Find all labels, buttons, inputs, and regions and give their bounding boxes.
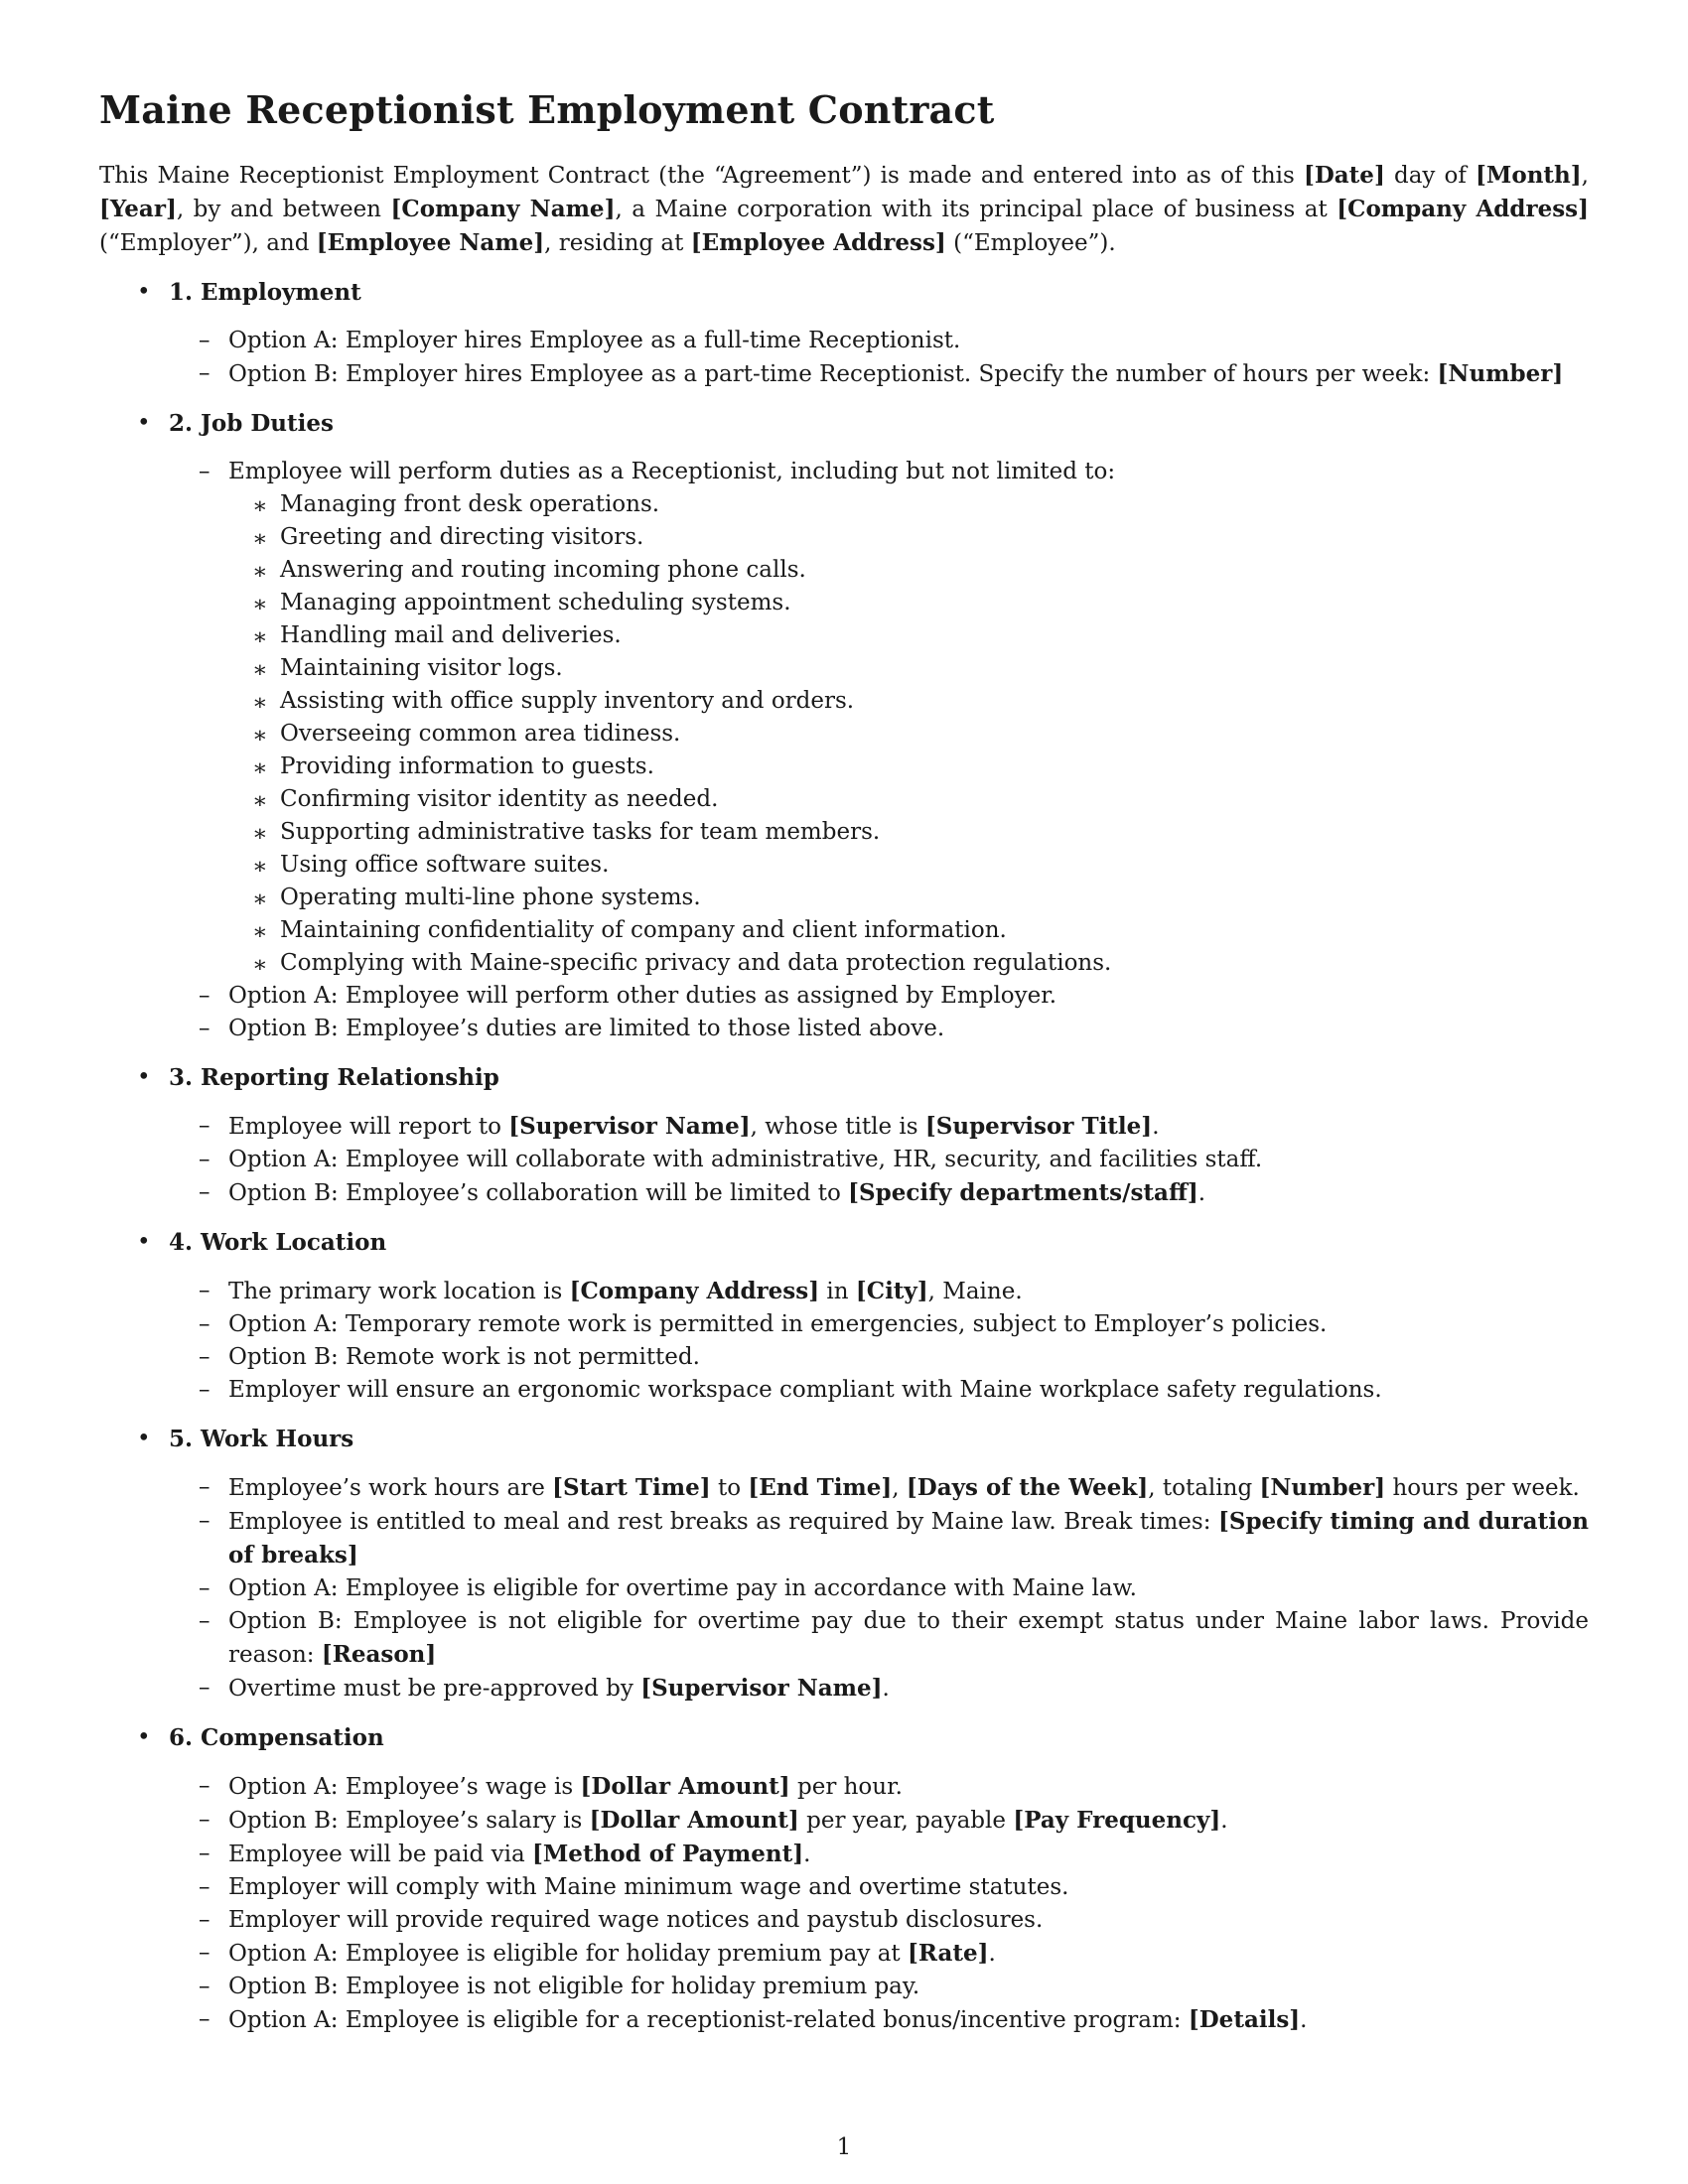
section-items xyxy=(169,1275,1589,1407)
dash-icon: – xyxy=(199,1277,211,1303)
sub-list-text: Answering and routing incoming phone calls. xyxy=(280,556,806,583)
page-number: 1 xyxy=(836,2134,852,2160)
asterisk-icon: ∗ xyxy=(252,886,268,912)
dash-icon: – xyxy=(199,1840,211,1866)
dash-icon: – xyxy=(199,1873,211,1900)
placeholder-field: [Days of the Week] xyxy=(906,1473,1149,1501)
sub-list-item xyxy=(228,718,1589,751)
section-title: 5. Work Hours xyxy=(169,1425,354,1452)
sub-list-text: Complying with Maine-specific privacy and data protection regulations. xyxy=(280,949,1112,976)
sections-list xyxy=(99,276,1589,2037)
sub-list-text: Supporting administrative tasks for team members. xyxy=(280,818,881,845)
dash-icon: – xyxy=(199,982,211,1009)
sub-list-item xyxy=(228,783,1589,816)
placeholder-field: [Employee Name] xyxy=(316,228,545,256)
sub-list-item xyxy=(228,554,1589,587)
bullet-icon: • xyxy=(137,1228,151,1255)
list-item xyxy=(169,1971,1589,2003)
list-item xyxy=(169,1838,1589,1871)
text-run: Employer will ensure an ergonomic workspace compliant with Maine workplace safety regulations. xyxy=(228,1376,1382,1403)
sub-list-text: Managing appointment scheduling systems. xyxy=(280,589,791,615)
text-run: Option A: Employee’s wage is xyxy=(228,1773,581,1800)
sub-list-text: Managing front desk operations. xyxy=(280,490,660,517)
sub-list-item xyxy=(228,849,1589,882)
placeholder-field: [Number] xyxy=(1259,1473,1386,1501)
sub-list-item xyxy=(228,685,1589,718)
text-run: Option A: Employee will collaborate with administrative, HR, security, and facilities staff. xyxy=(228,1146,1263,1172)
placeholder-field: [Reason] xyxy=(321,1640,437,1668)
list-item xyxy=(169,1308,1589,1341)
dash-icon: – xyxy=(199,458,211,484)
placeholder-field: [Dollar Amount] xyxy=(580,1772,790,1800)
sub-list-text: Maintaining confidentiality of company and client information. xyxy=(280,916,1007,943)
asterisk-icon: ∗ xyxy=(252,558,268,585)
list-item xyxy=(169,1937,1589,1971)
placeholder-field: [Number] xyxy=(1437,359,1564,387)
text-run: Employee’s work hours are xyxy=(228,1474,553,1501)
text-run: . xyxy=(803,1841,811,1867)
sub-list-text: Handling mail and deliveries. xyxy=(280,621,622,648)
placeholder-field: [Company Name] xyxy=(390,195,616,222)
list-item xyxy=(169,980,1589,1013)
asterisk-icon: ∗ xyxy=(252,722,268,749)
text-run: Option B: Employer hires Employee as a part-time Receptionist. Specify the number of hours per week: xyxy=(228,360,1438,387)
list-item xyxy=(169,2003,1589,2037)
text-run: Option A: Employee will perform other duties as assigned by Employer. xyxy=(228,982,1057,1009)
intro-paragraph xyxy=(99,159,1589,260)
list-item xyxy=(169,1275,1589,1308)
text-run: Employee will be paid via xyxy=(228,1841,532,1867)
text-run: , xyxy=(1581,162,1589,189)
sub-list-text: Greeting and directing visitors. xyxy=(280,523,644,550)
section xyxy=(99,276,1589,391)
placeholder-field: [Specify departments/staff] xyxy=(848,1178,1198,1206)
text-run: , whose title is xyxy=(750,1113,925,1140)
dash-icon: – xyxy=(199,1376,211,1403)
sub-list-text: Confirming visitor identity as needed. xyxy=(280,785,719,812)
list-item xyxy=(169,357,1589,391)
text-run: . xyxy=(988,1940,996,1967)
list-item xyxy=(169,1770,1589,1804)
text-run: Option B: Remote work is not permitted. xyxy=(228,1343,700,1370)
asterisk-icon: ∗ xyxy=(252,492,268,519)
list-item xyxy=(169,1374,1589,1407)
list-item xyxy=(169,1110,1589,1144)
sub-list-text: Assisting with office supply inventory and orders. xyxy=(280,687,855,714)
asterisk-icon: ∗ xyxy=(252,853,268,880)
section-items xyxy=(169,325,1589,391)
sub-list-item xyxy=(228,882,1589,914)
section-items xyxy=(169,1770,1589,2037)
placeholder-field: [City] xyxy=(855,1277,928,1304)
sub-list-text: Overseeing common area tidiness. xyxy=(280,720,681,747)
section xyxy=(99,1721,1589,2037)
asterisk-icon: ∗ xyxy=(252,656,268,683)
placeholder-field: [Method of Payment] xyxy=(531,1840,804,1867)
text-run: , xyxy=(892,1474,907,1501)
list-item xyxy=(169,1013,1589,1045)
placeholder-field: [End Time] xyxy=(748,1473,893,1501)
placeholder-field: [Dollar Amount] xyxy=(589,1806,799,1834)
text-run: , residing at xyxy=(544,229,691,256)
dash-icon: – xyxy=(199,1674,211,1701)
asterisk-icon: ∗ xyxy=(252,689,268,716)
sub-list-text: Using office software suites. xyxy=(280,851,610,878)
text-run: to xyxy=(710,1474,749,1501)
section xyxy=(99,1061,1589,1210)
sub-list-item xyxy=(228,914,1589,947)
asterisk-icon: ∗ xyxy=(252,754,268,781)
sub-list-text: Maintaining visitor logs. xyxy=(280,654,563,681)
text-run: hours per week. xyxy=(1385,1474,1580,1501)
bullet-icon: • xyxy=(137,409,151,436)
placeholder-field: [Supervisor Name] xyxy=(640,1674,883,1702)
text-run: Option B: Employee is not eligible for holiday premium pay. xyxy=(228,1973,920,1999)
section xyxy=(99,1226,1589,1407)
placeholder-field: [Start Time] xyxy=(552,1473,711,1501)
bullet-icon: • xyxy=(137,1723,151,1750)
sub-list xyxy=(228,488,1589,980)
list-item xyxy=(169,1672,1589,1706)
sub-list-item xyxy=(228,619,1589,652)
dash-icon: – xyxy=(199,1806,211,1833)
dash-icon: – xyxy=(199,1146,211,1172)
asterisk-icon: ∗ xyxy=(252,918,268,945)
section xyxy=(99,1423,1589,1706)
text-run: (“Employer”), and xyxy=(99,229,317,256)
bullet-icon: • xyxy=(137,1425,151,1451)
text-run: Option B: Employee’s duties are limited to those listed above. xyxy=(228,1015,945,1041)
dash-icon: – xyxy=(199,1574,211,1601)
list-item xyxy=(169,1572,1589,1605)
sub-list-item xyxy=(228,488,1589,521)
list-item xyxy=(169,1144,1589,1176)
text-run: . xyxy=(882,1675,890,1702)
sub-list-item xyxy=(228,521,1589,554)
text-run: Employer will provide required wage notices and paystub disclosures. xyxy=(228,1906,1044,1933)
placeholder-field: [Pay Frequency] xyxy=(1013,1806,1221,1834)
text-run: (“Employee”). xyxy=(945,229,1116,256)
sub-list-item xyxy=(228,816,1589,849)
text-run: , totaling xyxy=(1148,1474,1260,1501)
text-run: Option B: Employee is not eligible for overtime pay due to their exempt status under Maine labor laws. Provide reason: xyxy=(228,1607,1589,1668)
placeholder-field: [Date] xyxy=(1303,161,1385,189)
text-run: This Maine Receptionist Employment Contract (the “Agreement”) is made and entered into as of this xyxy=(99,162,1304,189)
list-item xyxy=(169,1605,1589,1672)
sub-list-text: Providing information to guests. xyxy=(280,752,654,779)
text-run: . xyxy=(1220,1807,1228,1834)
text-run: . xyxy=(1152,1113,1160,1140)
asterisk-icon: ∗ xyxy=(252,623,268,650)
list-item xyxy=(169,325,1589,357)
document-page xyxy=(99,87,1589,2037)
asterisk-icon: ∗ xyxy=(252,591,268,617)
list-item xyxy=(169,1804,1589,1838)
asterisk-icon: ∗ xyxy=(252,820,268,847)
bullet-icon: • xyxy=(137,1063,151,1090)
dash-icon: – xyxy=(199,359,211,386)
section-title: 4. Work Location xyxy=(169,1228,387,1256)
list-item xyxy=(169,1904,1589,1937)
dash-icon: – xyxy=(199,1507,211,1534)
text-run: Option B: Employee’s collaboration will be limited to xyxy=(228,1179,849,1206)
list-item xyxy=(169,1471,1589,1505)
dash-icon: – xyxy=(199,1112,211,1139)
text-run: , a Maine corporation with its principal place of business at xyxy=(615,196,1337,222)
text-run: , Maine. xyxy=(927,1278,1023,1304)
placeholder-field: [Company Address] xyxy=(569,1277,820,1304)
text-run: in xyxy=(819,1278,856,1304)
section-items xyxy=(169,1471,1589,1706)
dash-icon: – xyxy=(199,1015,211,1041)
asterisk-icon: ∗ xyxy=(252,787,268,814)
document-title: Maine Receptionist Employment Contract xyxy=(99,87,995,132)
section-title: 6. Compensation xyxy=(169,1723,384,1751)
sub-list-item xyxy=(228,751,1589,783)
asterisk-icon: ∗ xyxy=(252,951,268,978)
sub-list-text: Operating multi-line phone systems. xyxy=(280,884,701,910)
text-run: Employer will comply with Maine minimum wage and overtime statutes. xyxy=(228,1873,1069,1900)
placeholder-field: [Year] xyxy=(99,195,177,222)
text-run: . xyxy=(1197,1179,1206,1206)
text-run: Option A: Temporary remote work is permitted in emergencies, subject to Employer’s policies. xyxy=(228,1310,1328,1337)
dash-icon: – xyxy=(199,327,211,353)
text-run: Overtime must be pre-approved by xyxy=(228,1675,641,1702)
dash-icon: – xyxy=(199,1973,211,1999)
section-items xyxy=(169,456,1589,1045)
placeholder-field: [Supervisor Title] xyxy=(924,1112,1153,1140)
section-title: 2. Job Duties xyxy=(169,409,334,437)
placeholder-field: [Employee Address] xyxy=(690,228,946,256)
list-item xyxy=(169,456,1589,980)
placeholder-field: [Month] xyxy=(1476,161,1582,189)
placeholder-field: [Rate] xyxy=(907,1939,989,1967)
dash-icon: – xyxy=(199,1607,211,1634)
list-item xyxy=(169,1341,1589,1374)
dash-icon: – xyxy=(199,2005,211,2032)
section-items xyxy=(169,1110,1589,1210)
text-run: Option A: Employee is eligible for holiday premium pay at xyxy=(228,1940,908,1967)
list-item xyxy=(169,1176,1589,1210)
dash-icon: – xyxy=(199,1939,211,1966)
text-run: Employee will perform duties as a Receptionist, including but not limited to: xyxy=(228,458,1116,484)
text-run: Option A: Employer hires Employee as a full-time Receptionist. xyxy=(228,327,961,353)
text-run: Option A: Employee is eligible for a receptionist-related bonus/incentive program: xyxy=(228,2006,1189,2033)
text-run: Employee is entitled to meal and rest breaks as required by Maine law. Break times: xyxy=(228,1508,1218,1535)
text-run: Option B: Employee’s salary is xyxy=(228,1807,590,1834)
list-item xyxy=(169,1505,1589,1572)
text-run: The primary work location is xyxy=(228,1278,570,1304)
placeholder-field: [Supervisor Name] xyxy=(508,1112,751,1140)
asterisk-icon: ∗ xyxy=(252,525,268,552)
section xyxy=(99,407,1589,1045)
dash-icon: – xyxy=(199,1343,211,1370)
section-title: 3. Reporting Relationship xyxy=(169,1063,499,1091)
text-run: Employee will report to xyxy=(228,1113,509,1140)
section-title: 1. Employment xyxy=(169,278,361,306)
text-run: per year, payable xyxy=(798,1807,1014,1834)
text-run: Option A: Employee is eligible for overtime pay in accordance with Maine law. xyxy=(228,1574,1137,1601)
text-run: day of xyxy=(1384,162,1477,189)
sub-list-item xyxy=(228,587,1589,619)
placeholder-field: [Company Address] xyxy=(1336,195,1589,222)
text-run: per hour. xyxy=(789,1773,903,1800)
placeholder-field: [Specify timing and duration of breaks] xyxy=(228,1507,1589,1569)
dash-icon: – xyxy=(199,1178,211,1205)
placeholder-field: [Details] xyxy=(1188,2005,1301,2033)
list-item xyxy=(169,1871,1589,1904)
bullet-icon: • xyxy=(137,278,151,305)
sub-list-item xyxy=(228,652,1589,685)
dash-icon: – xyxy=(199,1772,211,1799)
dash-icon: – xyxy=(199,1310,211,1337)
text-run: , by and between xyxy=(176,196,391,222)
sub-list-item xyxy=(228,947,1589,980)
dash-icon: – xyxy=(199,1906,211,1933)
text-run: . xyxy=(1300,2006,1308,2033)
dash-icon: – xyxy=(199,1473,211,1500)
